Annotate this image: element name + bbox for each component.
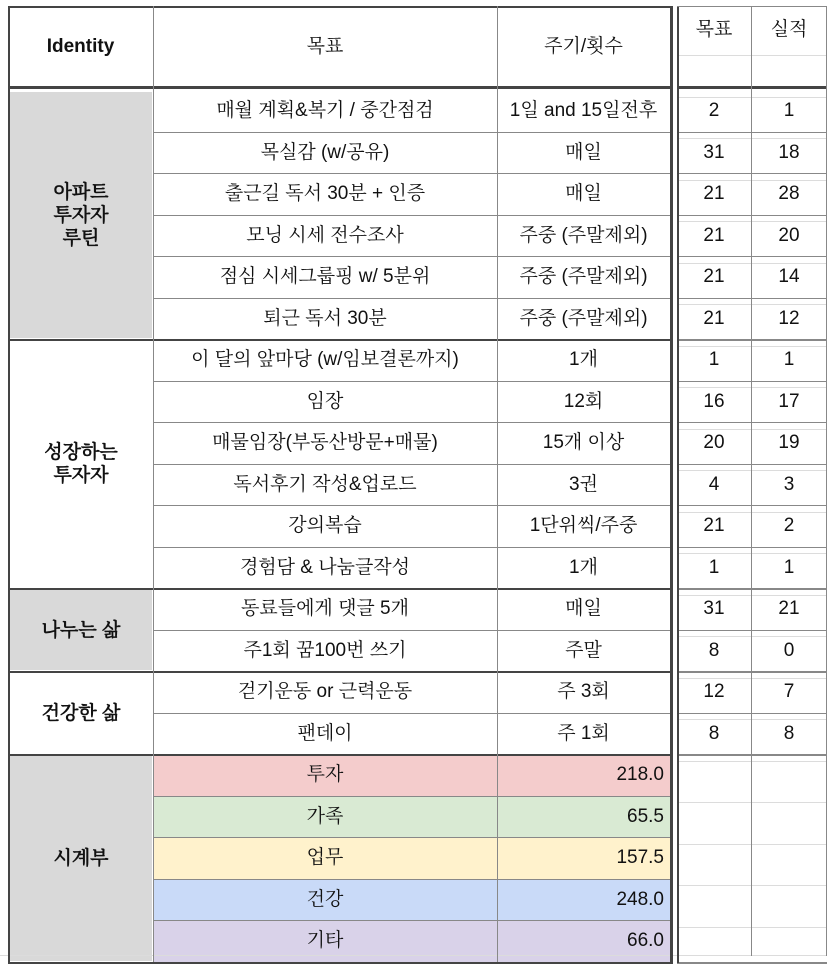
identity-group-label: 나누는 삶 xyxy=(10,590,152,670)
grid-line xyxy=(677,754,827,756)
cycle-cell: 12회 xyxy=(563,390,604,412)
target-cell: 1 xyxy=(708,349,720,371)
goal-cell: 점심 시세그룹핑 w/ 5분위 xyxy=(219,266,431,288)
goal-cell: 출근길 독서 30분 + 인증 xyxy=(224,183,426,205)
target-cell: 12 xyxy=(703,681,725,703)
grid-line xyxy=(677,304,827,305)
goal-cell: 팬데이 xyxy=(297,722,353,744)
grid-line xyxy=(8,86,672,89)
grid-line xyxy=(677,263,827,264)
grid-line xyxy=(0,955,827,956)
grid-line xyxy=(670,6,673,964)
target-cell: 21 xyxy=(703,307,725,329)
target-cell: 21 xyxy=(703,515,725,537)
actual-cell: 3 xyxy=(783,473,795,495)
grid-line xyxy=(677,138,827,139)
grid-line xyxy=(153,464,670,465)
target-cell: 16 xyxy=(703,390,725,412)
timebook-label: 기타 xyxy=(153,920,497,962)
target-cell: 21 xyxy=(703,183,725,205)
cycle-cell: 3권 xyxy=(569,473,598,495)
grid-line xyxy=(677,180,827,181)
grid-line xyxy=(153,132,670,133)
cycle-cell: 매일 xyxy=(565,141,602,163)
actual-cell: 0 xyxy=(783,639,795,661)
grid-line xyxy=(677,470,827,471)
actual-cell: 20 xyxy=(778,224,800,246)
goal-cell: 모닝 시세 전수조사 xyxy=(246,224,404,246)
timebook-value: 157.5 xyxy=(497,837,670,879)
goal-cell: 독서후기 작성&업로드 xyxy=(233,473,417,495)
target-cell: 21 xyxy=(703,266,725,288)
actual-cell: 1 xyxy=(783,349,795,371)
grid-line xyxy=(677,339,827,341)
timebook-value: 65.5 xyxy=(497,796,670,838)
grid-line xyxy=(677,844,827,845)
header-actual: 실적 xyxy=(770,18,808,40)
cycle-cell: 1개 xyxy=(569,556,598,578)
identity-group-label: 아파트 투자자 루틴 xyxy=(10,92,152,338)
target-cell: 4 xyxy=(708,473,720,495)
grid-line xyxy=(751,6,752,956)
cycle-cell: 1개 xyxy=(569,349,598,371)
goal-cell: 매물임장(부동산방문+매물) xyxy=(212,432,438,454)
grid-line xyxy=(677,55,827,56)
grid-line xyxy=(153,215,670,216)
cycle-cell: 주중 (주말제외) xyxy=(519,224,648,246)
timebook-label: 건강 xyxy=(153,879,497,921)
grid-line xyxy=(153,796,670,797)
grid-line xyxy=(677,678,827,679)
actual-cell: 1 xyxy=(783,100,795,122)
grid-line xyxy=(677,256,827,257)
grid-line xyxy=(8,6,670,8)
grid-line xyxy=(677,547,827,548)
header-target: 목표 xyxy=(695,18,733,40)
target-cell: 31 xyxy=(703,141,725,163)
goal-cell: 목실감 (w/공유) xyxy=(260,141,390,163)
grid-line xyxy=(677,927,827,928)
grid-line xyxy=(677,132,827,133)
cycle-cell: 주 3회 xyxy=(557,681,610,703)
actual-cell: 28 xyxy=(778,183,800,205)
grid-line xyxy=(153,630,670,631)
actual-cell: 21 xyxy=(778,598,800,620)
grid-line xyxy=(153,837,670,838)
header-identity: Identity xyxy=(46,35,115,57)
grid-line xyxy=(677,505,827,506)
header-goal: 목표 xyxy=(306,35,344,57)
grid-line xyxy=(677,381,827,382)
grid-line xyxy=(153,381,670,382)
grid-line xyxy=(677,215,827,216)
goal-cell: 주1회 꿈100번 쓰기 xyxy=(243,639,407,661)
header-cycle: 주기/횟수 xyxy=(544,35,623,57)
timebook-value: 218.0 xyxy=(497,754,670,796)
cycle-cell: 1일 and 15일전후 xyxy=(509,100,658,122)
grid-line xyxy=(153,879,670,880)
cycle-cell: 주말 xyxy=(565,639,602,661)
grid-line xyxy=(153,6,154,962)
grid-line xyxy=(153,713,670,714)
grid-line xyxy=(677,6,827,7)
target-cell: 2 xyxy=(708,100,720,122)
grid-line xyxy=(677,97,827,98)
grid-line xyxy=(677,346,827,347)
actual-cell: 19 xyxy=(778,432,800,454)
cycle-cell: 매일 xyxy=(565,598,602,620)
grid-line xyxy=(8,339,672,341)
grid-line xyxy=(677,636,827,637)
goal-cell: 매월 계획&복기 / 중간점검 xyxy=(216,100,434,122)
cycle-cell: 1단위씩/주중 xyxy=(529,515,638,537)
actual-cell: 2 xyxy=(783,515,795,537)
grid-line xyxy=(677,719,827,720)
grid-line xyxy=(677,885,827,886)
timebook-label: 투자 xyxy=(153,754,497,796)
goal-cell: 이 달의 앞마당 (w/임보결론까지) xyxy=(191,349,459,371)
grid-line xyxy=(8,671,672,673)
grid-line xyxy=(677,429,827,430)
goal-cell: 퇴근 독서 30분 xyxy=(263,307,387,329)
grid-line xyxy=(8,754,672,756)
grid-line xyxy=(497,6,498,962)
goal-cell: 임장 xyxy=(306,390,344,412)
grid-line xyxy=(677,298,827,299)
timebook-value: 248.0 xyxy=(497,879,670,921)
goal-cell: 강의복습 xyxy=(288,515,362,537)
actual-cell: 8 xyxy=(783,722,795,744)
actual-cell: 14 xyxy=(778,266,800,288)
timebook-label: 업무 xyxy=(153,837,497,879)
grid-line xyxy=(8,6,10,964)
actual-cell: 1 xyxy=(783,556,795,578)
grid-line xyxy=(153,422,670,423)
identity-group-label: 성장하는 투자자 xyxy=(10,341,152,587)
cycle-cell: 주중 (주말제외) xyxy=(519,266,648,288)
target-cell: 20 xyxy=(703,432,725,454)
timebook-value: 66.0 xyxy=(497,920,670,962)
cycle-cell: 매일 xyxy=(565,183,602,205)
grid-line xyxy=(677,173,827,174)
grid-line xyxy=(677,761,827,762)
grid-line xyxy=(677,6,679,963)
goal-cell: 동료들에게 댓글 5개 xyxy=(241,598,409,620)
target-cell: 8 xyxy=(708,722,720,744)
grid-line xyxy=(677,713,827,714)
goal-cell: 경험담 & 나눔글작성 xyxy=(239,556,411,578)
target-cell: 8 xyxy=(708,639,720,661)
cycle-cell: 주 1회 xyxy=(557,722,610,744)
grid-line xyxy=(153,920,670,921)
grid-line xyxy=(677,512,827,513)
target-cell: 21 xyxy=(703,224,725,246)
grid-line xyxy=(153,505,670,506)
grid-line xyxy=(677,630,827,631)
actual-cell: 18 xyxy=(778,141,800,163)
grid-line xyxy=(153,298,670,299)
grid-line xyxy=(677,422,827,423)
goal-cell: 걷기운동 or 근력운동 xyxy=(237,681,413,703)
timebook-group-label: 시계부 xyxy=(10,756,152,961)
grid-line xyxy=(677,595,827,596)
identity-group-label: 건강한 삶 xyxy=(10,673,152,753)
grid-line xyxy=(677,553,827,554)
target-cell: 31 xyxy=(703,598,725,620)
actual-cell: 7 xyxy=(783,681,795,703)
grid-line xyxy=(153,547,670,548)
timebook-label: 가족 xyxy=(153,796,497,838)
cycle-cell: 15개 이상 xyxy=(542,432,625,454)
actual-cell: 17 xyxy=(778,390,800,412)
target-cell: 1 xyxy=(708,556,720,578)
grid-line xyxy=(677,387,827,388)
actual-cell: 12 xyxy=(778,307,800,329)
grid-line xyxy=(677,86,827,89)
grid-line xyxy=(677,221,827,222)
grid-line xyxy=(677,671,827,673)
grid-line xyxy=(677,802,827,803)
grid-line xyxy=(153,173,670,174)
grid-line xyxy=(153,256,670,257)
grid-line xyxy=(677,464,827,465)
grid-line xyxy=(677,588,827,590)
cycle-cell: 주중 (주말제외) xyxy=(519,307,648,329)
grid-line xyxy=(8,588,672,590)
